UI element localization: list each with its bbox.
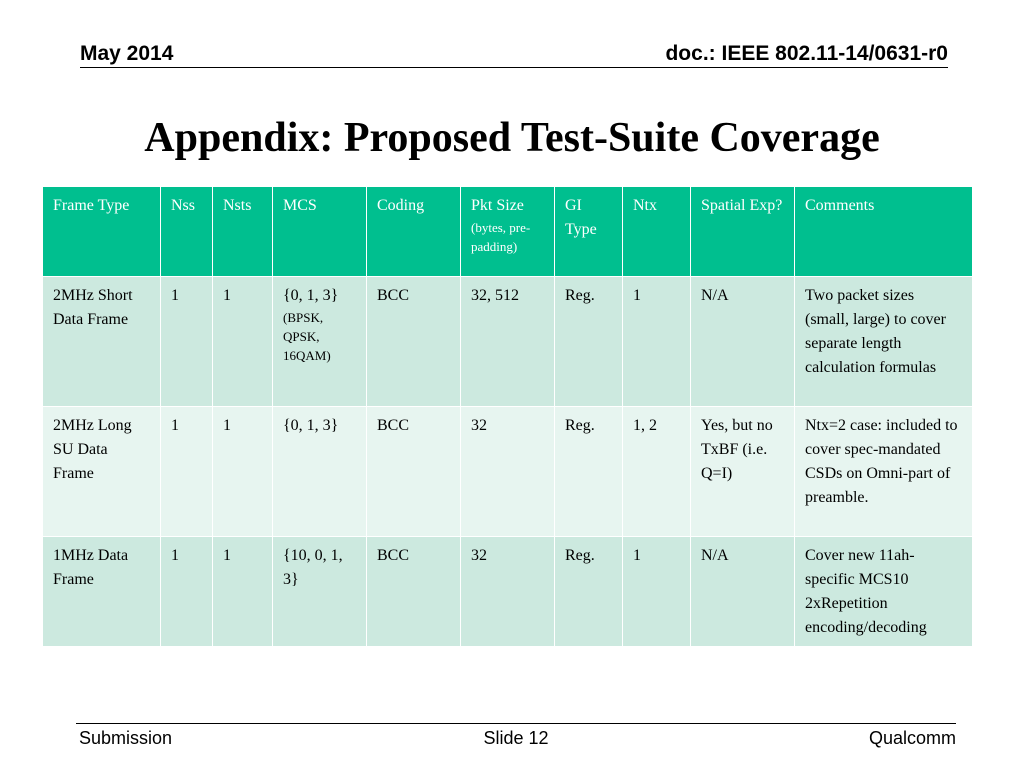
cell-coding: BCC — [367, 407, 461, 537]
column-header-coding: Coding — [367, 187, 461, 277]
cell-pkt-size: 32 — [461, 537, 555, 647]
cell-comments: Ntx=2 case: included to cover spec-mandated CSDs on Omni-part of preamble. — [795, 407, 973, 537]
cell-ntx: 1, 2 — [623, 407, 691, 537]
cell-spatial-exp: N/A — [691, 537, 795, 647]
mcs-value: {0, 1, 3} — [283, 287, 339, 304]
cell-spatial-exp: N/A — [691, 277, 795, 407]
cell-coding: BCC — [367, 277, 461, 407]
footer-rule — [76, 723, 956, 724]
footer-slide-number: Slide 12 — [483, 728, 549, 748]
cell-gi-type: Reg. — [555, 277, 623, 407]
cell-gi-type: Reg. — [555, 407, 623, 537]
column-header-spatial-exp: Spatial Exp? — [691, 187, 795, 277]
cell-mcs: {0, 1, 3} — [273, 407, 367, 537]
cell-nsts: 1 — [213, 537, 273, 647]
column-header-nsts: Nsts — [213, 187, 273, 277]
slide-title: Appendix: Proposed Test-Suite Coverage — [144, 115, 880, 161]
mcs-modulations: (BPSK, QPSK, 16QAM) — [283, 310, 331, 363]
cell-coding: BCC — [367, 537, 461, 647]
table-row — [43, 407, 973, 537]
table-row — [43, 277, 973, 407]
table-header-row — [43, 187, 973, 277]
cell-comments: Two packet sizes (small, large) to cover separate length calculation formulas — [795, 277, 973, 407]
footer-submission: Submission — [79, 728, 173, 748]
cell-nss: 1 — [161, 537, 213, 647]
column-header-mcs: MCS — [273, 187, 367, 277]
cell-ntx: 1 — [623, 537, 691, 647]
cell-nsts: 1 — [213, 407, 273, 537]
header-rule — [80, 67, 948, 68]
header-date: May 2014 — [80, 42, 174, 65]
column-header-gi-type: GI Type — [555, 187, 623, 277]
pkt-size-label: Pkt Size — [471, 197, 524, 214]
cell-ntx: 1 — [623, 277, 691, 407]
cell-nsts: 1 — [213, 277, 273, 407]
cell-comments: Cover new 11ah-specific MCS10 2xRepetition encoding/decoding — [795, 537, 973, 647]
cell-nss: 1 — [161, 277, 213, 407]
cell-mcs — [273, 277, 367, 407]
header-doc-id: doc.: IEEE 802.11-14/0631-r0 — [665, 42, 948, 65]
cell-pkt-size: 32 — [461, 407, 555, 537]
cell-frame-type: 2MHz Long SU Data Frame — [43, 407, 161, 537]
cell-pkt-size: 32, 512 — [461, 277, 555, 407]
cell-frame-type: 1MHz Data Frame — [43, 537, 161, 647]
column-header-pkt-size — [461, 187, 555, 277]
footer-company: Qualcomm — [868, 728, 956, 748]
cell-gi-type: Reg. — [555, 537, 623, 647]
table-row — [43, 537, 973, 647]
cell-spatial-exp: Yes, but no TxBF (i.e. Q=I) — [691, 407, 795, 537]
pkt-size-sublabel: (bytes, pre-padding) — [471, 220, 531, 254]
coverage-table — [42, 186, 973, 647]
column-header-comments: Comments — [795, 187, 973, 277]
column-header-ntx: Ntx — [623, 187, 691, 277]
column-header-frame-type: Frame Type — [43, 187, 161, 277]
cell-frame-type: 2MHz Short Data Frame — [43, 277, 161, 407]
cell-mcs: {10, 0, 1, 3} — [273, 537, 367, 647]
column-header-nss: Nss — [161, 187, 213, 277]
cell-nss: 1 — [161, 407, 213, 537]
